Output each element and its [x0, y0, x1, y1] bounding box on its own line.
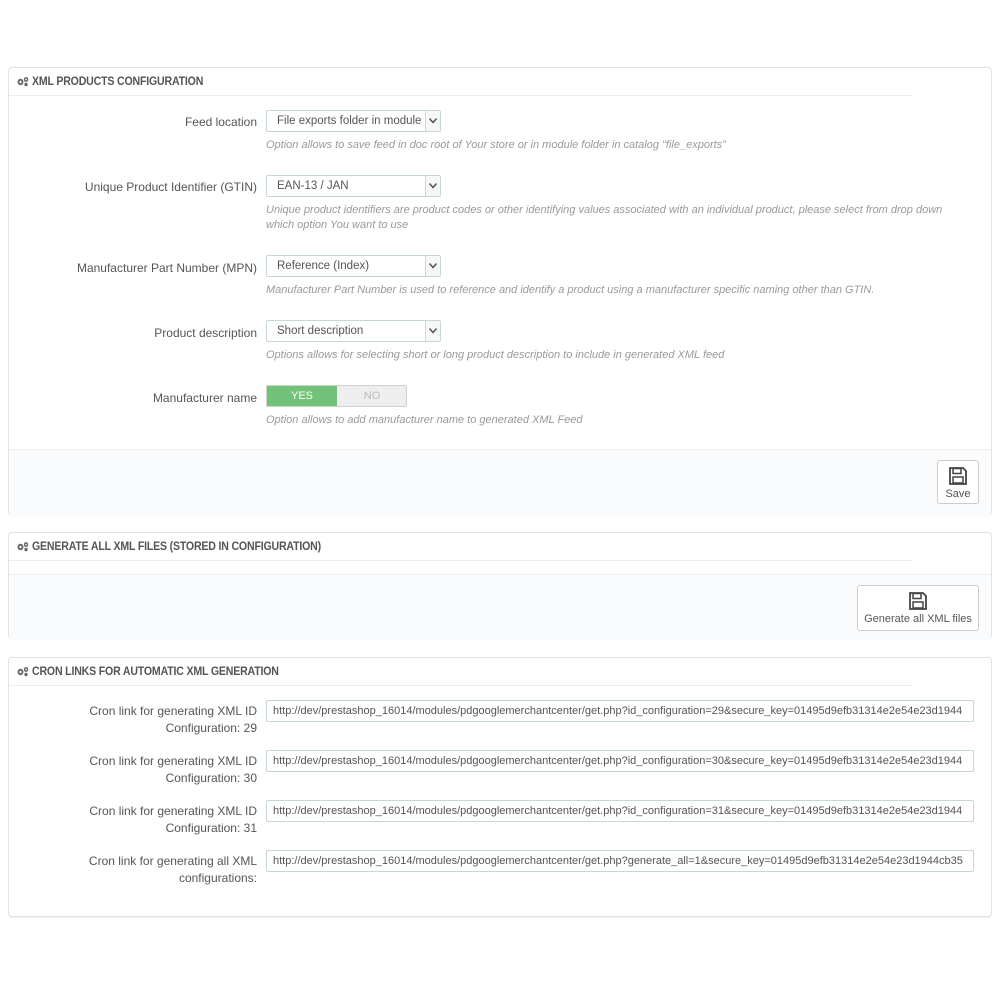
- feed-location-help: Option allows to save feed in doc root of Your store or in module folder in catalog "file_exports": [266, 139, 727, 151]
- feed-location-value: File exports folder in module: [277, 115, 422, 127]
- chevron-down-icon: [425, 256, 440, 276]
- description-help: Options allows for selecting short or long product description to include in generated XML feed: [266, 349, 725, 361]
- cron-label-line1: Cron link for generating XML ID: [89, 804, 257, 818]
- chevron-down-icon: [425, 176, 440, 196]
- panel-title: CRON LINKS FOR AUTOMATIC XML GENERATION: [32, 666, 279, 678]
- floppy-disk-icon: [938, 466, 978, 486]
- feed-location-label: Feed location: [184, 115, 257, 129]
- panel-heading: [9, 68, 912, 96]
- cron-links-panel: [8, 657, 992, 917]
- cron-url-input-30[interactable]: http://dev/prestashop_16014/modules/pdgooglemerchantcenter/get.php?id_configuration=30&secure_key=01495d9efb31314e2e54e23d1944: [266, 750, 974, 772]
- cron-url-input-29[interactable]: http://dev/prestashop_16014/modules/pdgooglemerchantcenter/get.php?id_configuration=29&secure_key=01495d9efb31314e2e54e23d1944: [266, 700, 974, 722]
- cron-label-29: [89, 703, 257, 737]
- mpn-label: Manufacturer Part Number (MPN): [76, 261, 257, 275]
- cron-label-30: [89, 753, 257, 787]
- cron-label-line2: Configuration: 31: [165, 821, 257, 835]
- chevron-down-icon: [425, 111, 440, 131]
- gtin-help-line2: which option You want to use: [266, 219, 409, 231]
- panel-title: GENERATE ALL XML FILES (STORED IN CONFIGURATION): [32, 541, 321, 553]
- cogs-icon: [16, 535, 29, 563]
- generate-all-button-label: Generate all XML files: [864, 613, 972, 625]
- generate-all-button[interactable]: [857, 585, 979, 631]
- panel-heading: [9, 658, 912, 686]
- panel-heading: [9, 533, 912, 561]
- mpn-select[interactable]: [266, 255, 441, 277]
- cron-url-input-31[interactable]: http://dev/prestashop_16014/modules/pdgooglemerchantcenter/get.php?id_configuration=31&secure_key=01495d9efb31314e2e54e23d1944: [266, 800, 974, 822]
- manufacturer-toggle[interactable]: [266, 385, 407, 407]
- description-select[interactable]: [266, 320, 441, 342]
- cron-label-line1: Cron link for generating XML ID: [89, 754, 257, 768]
- gtin-select[interactable]: [266, 175, 441, 197]
- gtin-label: Unique Product Identifier (GTIN): [84, 180, 257, 194]
- description-value: Short description: [277, 325, 364, 337]
- panel-footer: [9, 574, 991, 640]
- description-label: Product description: [154, 326, 257, 340]
- save-button[interactable]: [937, 460, 979, 504]
- panel-footer: [9, 449, 991, 516]
- manufacturer-label: Manufacturer name: [152, 391, 257, 405]
- cron-label-line2: configurations:: [178, 871, 257, 885]
- cron-label-all: [89, 853, 257, 887]
- chevron-down-icon: [425, 321, 440, 341]
- xml-products-panel: [8, 67, 992, 515]
- manufacturer-help: Option allows to add manufacturer name to generated XML Feed: [266, 414, 583, 426]
- save-button-label: Save: [945, 488, 971, 500]
- gtin-value: EAN-13 / JAN: [277, 180, 349, 192]
- mpn-help: Manufacturer Part Number is used to reference and identify a product using a manufacturer specific naming other than GTIN.: [266, 284, 875, 296]
- cron-label-line1: Cron link for generating XML ID: [89, 704, 257, 718]
- mpn-value: Reference (Index): [277, 260, 370, 272]
- cogs-icon: [16, 70, 29, 98]
- cogs-icon: [16, 660, 29, 688]
- toggle-no[interactable]: NO: [363, 390, 381, 402]
- cron-label-31: [89, 803, 257, 837]
- gtin-help-line1: Unique product identifiers are product codes or other identifying values associated with an individual product, please select from drop down: [266, 204, 943, 216]
- feed-location-select[interactable]: [266, 110, 441, 132]
- cron-url-input-all[interactable]: http://dev/prestashop_16014/modules/pdgooglemerchantcenter/get.php?generate_all=1&secure_key=01495d9efb31314e2e54e23d1944cb35: [266, 850, 974, 872]
- cron-label-line2: Configuration: 30: [165, 771, 257, 785]
- floppy-disk-icon: [858, 591, 978, 611]
- generate-all-panel: [8, 532, 992, 639]
- panel-title: XML PRODUCTS CONFIGURATION: [32, 76, 204, 88]
- toggle-yes[interactable]: YES: [267, 386, 337, 406]
- cron-label-line1: Cron link for generating all XML: [88, 854, 257, 868]
- cron-label-line2: Configuration: 29: [165, 721, 257, 735]
